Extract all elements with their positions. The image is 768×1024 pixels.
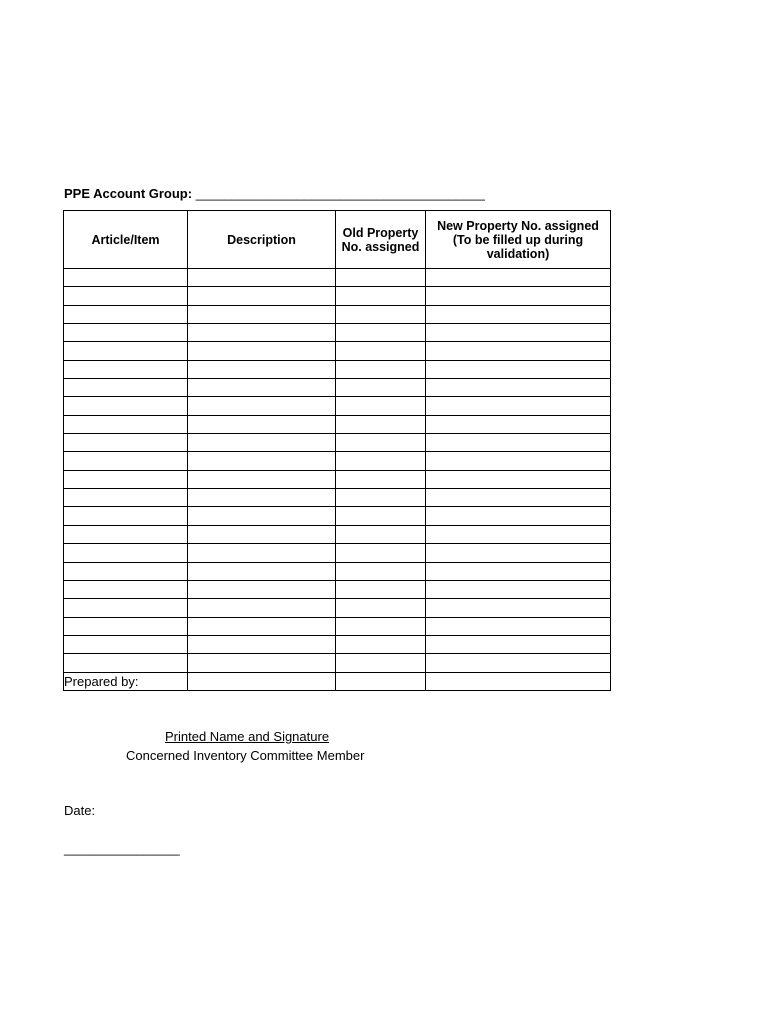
table-cell[interactable] xyxy=(64,654,188,672)
table-cell[interactable] xyxy=(188,599,336,617)
table-cell[interactable] xyxy=(64,434,188,452)
table-cell[interactable] xyxy=(426,342,611,360)
table-cell[interactable] xyxy=(426,415,611,433)
table-cell[interactable] xyxy=(336,562,426,580)
table-cell[interactable] xyxy=(336,507,426,525)
table-cell[interactable] xyxy=(188,507,336,525)
table-row xyxy=(64,672,611,690)
date-label: Date: xyxy=(64,803,96,818)
table-cell[interactable] xyxy=(64,415,188,433)
table-cell[interactable] xyxy=(426,544,611,562)
table-cell[interactable] xyxy=(426,269,611,287)
account-group-field xyxy=(64,186,485,201)
table-cell[interactable] xyxy=(188,434,336,452)
table-cell[interactable] xyxy=(188,415,336,433)
table-cell[interactable] xyxy=(336,287,426,305)
table-row xyxy=(64,434,611,452)
table-cell[interactable] xyxy=(336,489,426,507)
table-cell[interactable] xyxy=(64,470,188,488)
table-cell[interactable] xyxy=(336,599,426,617)
table-cell[interactable] xyxy=(426,379,611,397)
table-cell[interactable] xyxy=(64,507,188,525)
table-row xyxy=(64,654,611,672)
table-cell[interactable] xyxy=(64,324,188,342)
table-cell[interactable] xyxy=(188,672,336,690)
table-cell[interactable] xyxy=(426,507,611,525)
table-cell[interactable] xyxy=(336,379,426,397)
table-cell[interactable] xyxy=(336,360,426,378)
table-row xyxy=(64,269,611,287)
table-cell[interactable] xyxy=(64,397,188,415)
table-cell[interactable] xyxy=(64,489,188,507)
table-cell[interactable] xyxy=(336,324,426,342)
table-cell[interactable] xyxy=(64,544,188,562)
table-cell[interactable] xyxy=(64,452,188,470)
table-cell[interactable] xyxy=(64,562,188,580)
table-row xyxy=(64,397,611,415)
table-row xyxy=(64,379,611,397)
table-cell[interactable] xyxy=(64,580,188,598)
table-cell[interactable] xyxy=(64,617,188,635)
table-cell[interactable] xyxy=(426,525,611,543)
printed-name-signature-label: Printed Name and Signature xyxy=(165,729,330,744)
table-cell[interactable] xyxy=(188,544,336,562)
table-cell[interactable] xyxy=(188,397,336,415)
header-old-property-no: Old Property No. assigned xyxy=(336,211,426,269)
account-group-label: PPE Account Group: xyxy=(64,186,193,201)
table-cell[interactable] xyxy=(64,342,188,360)
table-cell[interactable] xyxy=(426,580,611,598)
table-cell[interactable] xyxy=(188,470,336,488)
table-body xyxy=(64,269,611,691)
table-cell[interactable] xyxy=(426,397,611,415)
table-cell[interactable] xyxy=(188,342,336,360)
table-row xyxy=(64,305,611,323)
table-cell[interactable] xyxy=(188,452,336,470)
table-cell[interactable] xyxy=(336,580,426,598)
table-cell[interactable] xyxy=(64,599,188,617)
table-cell[interactable] xyxy=(188,654,336,672)
table-cell[interactable] xyxy=(426,562,611,580)
prepared-by-label: Prepared by: xyxy=(64,674,139,689)
table-cell[interactable] xyxy=(426,305,611,323)
table-cell[interactable] xyxy=(188,489,336,507)
table-cell[interactable] xyxy=(336,305,426,323)
table-row xyxy=(64,562,611,580)
table-cell[interactable] xyxy=(188,617,336,635)
table-cell[interactable] xyxy=(426,617,611,635)
table-cell[interactable] xyxy=(426,489,611,507)
table-cell[interactable] xyxy=(336,617,426,635)
inventory-table xyxy=(63,210,611,691)
table-header-row xyxy=(64,211,611,269)
table-row xyxy=(64,544,611,562)
table-cell[interactable] xyxy=(64,379,188,397)
table-cell[interactable] xyxy=(336,672,426,690)
table-cell[interactable] xyxy=(188,580,336,598)
table-row xyxy=(64,342,611,360)
table-row xyxy=(64,452,611,470)
table-row xyxy=(64,580,611,598)
table-cell[interactable] xyxy=(336,342,426,360)
table-cell[interactable] xyxy=(336,434,426,452)
table-cell[interactable] xyxy=(188,525,336,543)
table-cell[interactable] xyxy=(336,544,426,562)
table-cell[interactable] xyxy=(336,269,426,287)
table-cell[interactable] xyxy=(426,287,611,305)
table-cell[interactable] xyxy=(188,635,336,653)
committee-member-label: Concerned Inventory Committee Member xyxy=(126,748,365,763)
date-blank: ________________ xyxy=(64,841,180,856)
table-cell[interactable] xyxy=(426,452,611,470)
table-cell[interactable] xyxy=(426,434,611,452)
table-row xyxy=(64,489,611,507)
table-cell[interactable] xyxy=(426,672,611,690)
table-cell[interactable] xyxy=(64,635,188,653)
table-cell[interactable] xyxy=(64,525,188,543)
table-cell[interactable] xyxy=(188,379,336,397)
header-article-item: Article/Item xyxy=(64,211,188,269)
table-cell[interactable] xyxy=(188,562,336,580)
table-cell[interactable] xyxy=(64,287,188,305)
table-row xyxy=(64,525,611,543)
table-cell[interactable] xyxy=(426,324,611,342)
table-cell[interactable] xyxy=(336,415,426,433)
table-cell[interactable] xyxy=(188,287,336,305)
table-row xyxy=(64,599,611,617)
table-row xyxy=(64,415,611,433)
table-row xyxy=(64,360,611,378)
table-cell[interactable] xyxy=(188,269,336,287)
account-group-blank: ________________________________________ xyxy=(195,186,485,201)
header-description: Description xyxy=(188,211,336,269)
table-cell[interactable] xyxy=(336,470,426,488)
table-cell[interactable] xyxy=(188,305,336,323)
table-row xyxy=(64,617,611,635)
table-cell[interactable] xyxy=(188,324,336,342)
table-cell[interactable] xyxy=(426,654,611,672)
table-cell[interactable] xyxy=(426,599,611,617)
table-cell[interactable] xyxy=(426,470,611,488)
table-cell[interactable] xyxy=(336,397,426,415)
table-cell[interactable] xyxy=(336,525,426,543)
table-cell[interactable] xyxy=(64,269,188,287)
table-row xyxy=(64,635,611,653)
table-row xyxy=(64,507,611,525)
table-cell[interactable] xyxy=(64,360,188,378)
table-cell[interactable] xyxy=(188,360,336,378)
table-cell[interactable] xyxy=(426,635,611,653)
table-row xyxy=(64,324,611,342)
table-row xyxy=(64,470,611,488)
table-cell[interactable] xyxy=(336,635,426,653)
table-cell[interactable] xyxy=(336,452,426,470)
table-cell[interactable] xyxy=(426,360,611,378)
table-row xyxy=(64,287,611,305)
table-cell[interactable] xyxy=(64,305,188,323)
header-new-property-no: New Property No. assigned (To be filled up during validation) xyxy=(426,211,611,269)
table-cell[interactable] xyxy=(336,654,426,672)
